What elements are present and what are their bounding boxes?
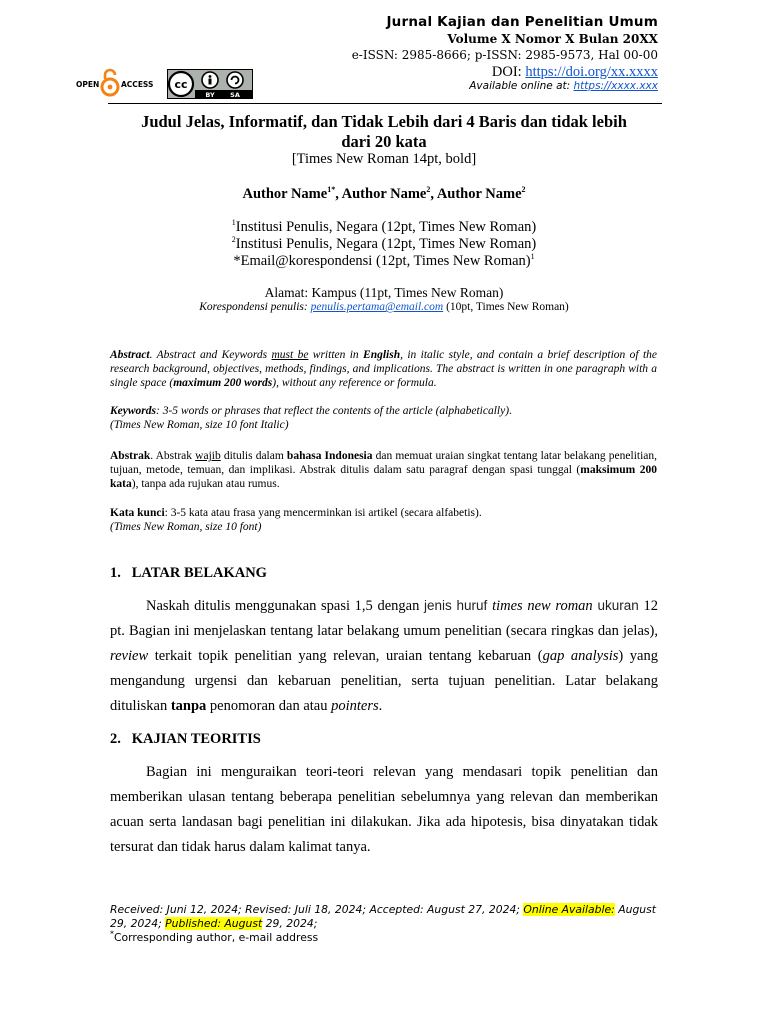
published-date: 29, 2024; xyxy=(262,917,318,930)
svg-text:cc: cc xyxy=(174,78,188,91)
available-label: Available online at: xyxy=(469,80,574,92)
body-emphasis: pointers xyxy=(331,698,379,714)
author-affiliation-sup: 2 xyxy=(521,185,526,195)
body-text: jenis huruf xyxy=(423,598,493,613)
oa-left-text: OPEN xyxy=(76,80,100,89)
kata-kunci-text: : 3-5 kata atau frasa yang mencerminkan isi artikel (secara alfabetis). xyxy=(164,507,482,519)
doi-label: DOI: xyxy=(491,64,526,80)
email-text: *Email@korespondensi (12pt, Times New Roman) xyxy=(233,253,531,269)
title-line-2: dari 20 kata xyxy=(341,132,427,151)
body-emphasis: gap analysis xyxy=(542,648,619,664)
abstract-indonesian xyxy=(110,449,657,491)
journal-doi xyxy=(492,64,658,81)
section-1-paragraph xyxy=(110,593,658,719)
email-sup: 1 xyxy=(530,252,535,262)
abstrak-emphasis: wajib xyxy=(195,450,221,462)
body-text: 12 pt. Bagian ini menjelaskan tentang latar belakang umum penelitian (secara ringkas dan jelas), xyxy=(110,598,659,639)
available-link[interactable]: https://xxxx.xxx xyxy=(573,80,658,92)
journal-title: Jurnal Kajian dan Penelitian Umum xyxy=(386,14,658,30)
abstract-english xyxy=(110,348,657,390)
keywords-note: (Times New Roman, size 10 font Italic) xyxy=(110,419,289,431)
available-online xyxy=(469,80,658,92)
abstract-emphasis: must be xyxy=(271,349,309,361)
abstrak-emphasis: bahasa Indonesia xyxy=(286,450,373,462)
body-emphasis: review xyxy=(110,648,149,664)
abstrak-text: ), tanpa ada rujukan atau rumus. xyxy=(131,478,280,490)
body-text: ) yang mengandung urgensi dan kebaruan penelitian, serta tujuan penelitian. Latar belakang dituliskan xyxy=(110,648,658,714)
doi-link[interactable]: https://doi.org/xx.xxxx xyxy=(525,64,658,80)
body-text: ukuran xyxy=(592,598,644,613)
section-heading-kajian-teoritis: 2. KAJIAN TEORITIS xyxy=(110,731,261,747)
cc-by-text: BY xyxy=(205,91,215,99)
abstract-label: Abstract xyxy=(110,349,150,361)
abstrak-label: Abstrak xyxy=(110,450,151,462)
corresponding-note: (10pt, Times New Roman) xyxy=(443,301,569,313)
author-affiliation-sup: 2 xyxy=(426,185,431,195)
oa-right-text: ACCESS xyxy=(121,80,154,89)
corresponding-sup: * xyxy=(110,929,114,939)
abstract-emphasis: English xyxy=(363,349,401,361)
section-2-paragraph: Bagian ini menguraikan teori-teori relevan yang mendasari topik penelitian dan memberikan ulasan tentang beberapa penelitian sebelumnya yang relevan dan memberikan acuan serta landasan bagi penelitian ini dilakukan. Jika ada hipotesis, bisa dinyatakan tidak tersurat dan tidak harus dalam kalimat tanya. xyxy=(110,764,658,855)
header-divider xyxy=(108,103,662,104)
abstract-text: written in xyxy=(308,349,364,361)
keywords-english xyxy=(110,404,657,432)
author-affiliation-sup: 1* xyxy=(327,185,336,195)
author-separator: , xyxy=(335,186,342,202)
body-text: penomoran dan atau xyxy=(206,698,332,714)
corresponding-author-note: Corresponding author, e-mail address xyxy=(114,931,319,944)
open-access-icon xyxy=(75,68,165,98)
section-heading-latar-belakang: 1. LATAR BELAKANG xyxy=(110,565,267,581)
abstrak-text: ditulis dalam xyxy=(220,450,287,462)
abstract-text: . Abstract and Keywords xyxy=(149,349,272,361)
author-list xyxy=(100,186,668,203)
abstract-text: ), without any reference or formula. xyxy=(272,377,437,389)
cc-license-logo xyxy=(167,69,253,99)
institution-sup: 1 xyxy=(231,218,236,228)
online-available-label: Online Available: xyxy=(523,903,615,916)
title-line-1: Judul Jelas, Informatif, dan Tidak Lebih dari 4 Baris dan tidak lebih xyxy=(141,112,627,131)
kata-kunci-label: Kata kunci xyxy=(110,507,165,519)
keywords-text: : 3-5 words or phrases that reflect the contents of the article (alphabetically) xyxy=(156,405,510,417)
cc-sa-text: SA xyxy=(230,91,240,99)
kata-kunci-note: (Times New Roman, size 10 font) xyxy=(110,521,262,533)
received-dates: Received: Juni 12, 2024; Revised: Juli 18, 2024; Accepted: August 27, 2024; xyxy=(110,903,524,916)
body-text: terkait topik penelitian yang relevan, uraian tentang kebaruan ( xyxy=(148,648,543,664)
keywords-label: Keywords xyxy=(110,405,156,417)
body-text: . xyxy=(378,698,383,714)
abstrak-emphasis: maksimum 200 kata xyxy=(110,464,657,490)
abstrak-text: dan memuat uraian singkat tentang latar belakang penelitian, tujuan, metode, temuan, dan implikasi. Abstrak ditulis dalam satu paragraf dengan spasi tunggal ( xyxy=(110,450,658,476)
open-access-logo xyxy=(75,68,165,98)
institution-1 xyxy=(100,219,668,236)
author-address: Alamat: Kampus (11pt, Times New Roman) xyxy=(264,285,504,300)
body-emphasis: times new roman xyxy=(492,598,593,614)
institution-text: Institusi Penulis, Negara (12pt, Times New Roman) xyxy=(235,236,537,252)
author-name: Author Name xyxy=(436,186,522,202)
corresponding-label: Korespondensi penulis: xyxy=(199,301,311,313)
cc-by-sa-icon xyxy=(167,69,253,99)
published-label: Published: August xyxy=(165,917,263,930)
online-available-date: August 29, 2024; xyxy=(110,903,657,930)
corresponding-author-line xyxy=(100,301,668,313)
body-text: Naskah ditulis menggunakan spasi 1,5 dengan xyxy=(146,598,424,614)
author-name: Author Name xyxy=(242,186,328,202)
keywords-indonesian xyxy=(110,506,657,534)
journal-issn: e-ISSN: 2985-8666; p-ISSN: 2985-9573, Hal 00-00 xyxy=(351,48,658,62)
author-separator: , xyxy=(430,186,437,202)
institution-text: Institusi Penulis, Negara (12pt, Times New Roman) xyxy=(235,219,537,235)
journal-volume: Volume X Nomor X Bulan 20XX xyxy=(447,32,658,46)
author-name: Author Name xyxy=(341,186,427,202)
title-format-note: [Times New Roman 14pt, bold] xyxy=(291,151,477,167)
corresponding-email-link[interactable]: penulis.pertama@email.com xyxy=(310,301,444,313)
correspondence-email xyxy=(100,253,668,270)
keywords-period: . xyxy=(509,405,512,417)
abstract-emphasis: maximum 200 words xyxy=(173,377,273,389)
body-emphasis: tanpa xyxy=(170,698,207,714)
abstract-text: , in italic style, and contain a brief description of the research background, objectives, methods, findings, and implications. The abstract is written in one paragraph with a single space ( xyxy=(110,349,657,389)
article-title xyxy=(100,112,668,152)
institution-2 xyxy=(100,236,668,253)
institution-sup: 2 xyxy=(231,235,236,245)
abstrak-text: . Abstrak xyxy=(150,450,196,462)
article-history xyxy=(110,903,670,945)
